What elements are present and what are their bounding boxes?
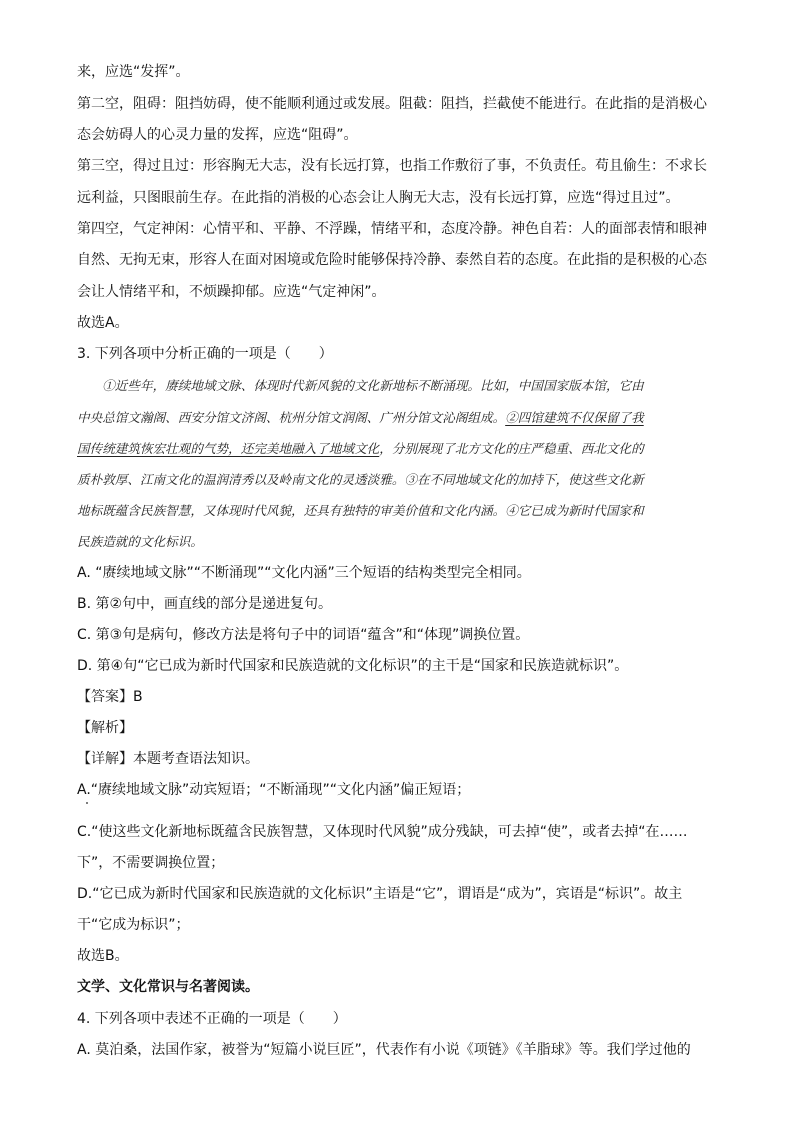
passage-line [77, 408, 644, 428]
text-line: 会让人情绪平和，不烦躁抑郁。应选“气定神闲”。 [77, 284, 386, 300]
option-c: C. 第③句是病句，修改方法是将句子中的词语“蕴含”和“体现”调换位置。 [77, 627, 530, 643]
text-line: 自然、无拘无束，形容人在面对困境或危险时能够保持冷静、泰然自若的态度。在此指的是积极的心态 [77, 252, 707, 268]
passage-line: 民族造就的文化标识。 [77, 534, 203, 549]
text-line: 态会妨碍人的心灵力量的发挥，应选“阻碍”。 [77, 127, 358, 143]
passage-line: ①近些年，赓续地域文脉、体现时代新风貌的文化新地标不断涌现。比如，中国国家版本馆，它由 [77, 378, 644, 393]
answer-value: B [133, 689, 143, 705]
option-a: A. “赓续地域文脉”“不断涌现”“文化内涵”三个短语的结构类型完全相同。 [77, 565, 531, 581]
question-3: 3. 下列各项中分析正确的一项是（ ） [77, 346, 333, 362]
explain-c: 下”，不需要调换位置； [77, 855, 225, 871]
section-heading: 文学、文化常识与名著阅读。 [77, 979, 259, 995]
choose-b: 故选B。 [77, 948, 129, 964]
passage-text: ，分别展现了北方文化的庄严稳重、西北文化的 [379, 441, 644, 456]
option-d: D. 第④句“它已成为新时代国家和民族造就的文化标识”的主干是“国家和民族造就标识”。 [77, 658, 629, 674]
analysis-label: 【解析】 [77, 720, 133, 736]
text-line: 第三空，得过且过：形容胸无大志，没有长远打算，也指工作敷衍了事，不负责任。苟且偷生：不求长 [77, 158, 707, 174]
option-b: B. 第②句中，画直线的部分是递进复句。 [77, 596, 333, 612]
explain-c: C.“使这些文化新地标既蕴含民族智慧，又体现时代风貌”成分残缺，可去掉“使”，或者去掉“在…… [77, 824, 688, 840]
explain-a: A.“赓续地域文脉”动宾短语；“不断涌现”“文化内涵”偏正短语； [77, 782, 471, 798]
passage-line [77, 439, 644, 459]
stray-dot [86, 802, 88, 804]
explain-d: 干“它成为标识”； [77, 917, 190, 933]
text-line: 来，应选“发挥”。 [77, 64, 190, 80]
detail-line [77, 749, 259, 769]
passage-line: 地标既蕴含民族智慧，又体现时代风貌，还具有独特的审美价值和文化内涵。④它已成为新时代国家和 [77, 503, 644, 518]
detail-text: 本题考查语法知识。 [133, 751, 259, 767]
detail-label: 【详解】 [77, 751, 133, 767]
text-line: 远利益，只图眼前生存。在此指的消极的心态会让人胸无大志，没有长远打算，应选“得过且过”。 [77, 190, 680, 206]
explain-d: D.“它已成为新时代国家和民族造就的文化标识”主语是“它”，谓语是“成为”，宾语是“标识”。故主 [77, 886, 683, 902]
text-line: 第二空，阻碍：阻挡妨碍，使不能顺利通过或发展。阻截：阻挡，拦截使不能进行。在此指的是消极心 [77, 96, 707, 112]
question-4: 4. 下列各项中表述不正确的一项是（ ） [77, 1011, 347, 1027]
passage-line: 质朴敦厚、江南文化的温润清秀以及岭南文化的灵透淡雅。③在不同地域文化的加持下，使这些文化新 [77, 472, 644, 487]
passage-text: 中央总馆文瀚阁、西安分馆文济阁、杭州分馆文润阁、广州分馆文沁阁组成。 [77, 410, 506, 425]
answer-label: 【答案】 [77, 689, 133, 705]
question-4-option-a: A. 莫泊桑，法国作家，被誉为“短篇小说巨匠”，代表作有小说《项链》《羊脂球》等。我们学过他的 [77, 1042, 691, 1058]
text-line: 第四空，气定神闲：心情平和、平静、不浮躁，情绪平和，态度冷静。神色自若：人的面部表情和眼神 [77, 221, 707, 237]
text-line: 故选A。 [77, 315, 129, 331]
underlined-text: 国传统建筑恢宏壮观的气势，还完美地融入了地域文化 [77, 441, 380, 456]
answer-line [77, 687, 143, 707]
underlined-text: ②四馆建筑不仅保留了我 [505, 410, 644, 425]
